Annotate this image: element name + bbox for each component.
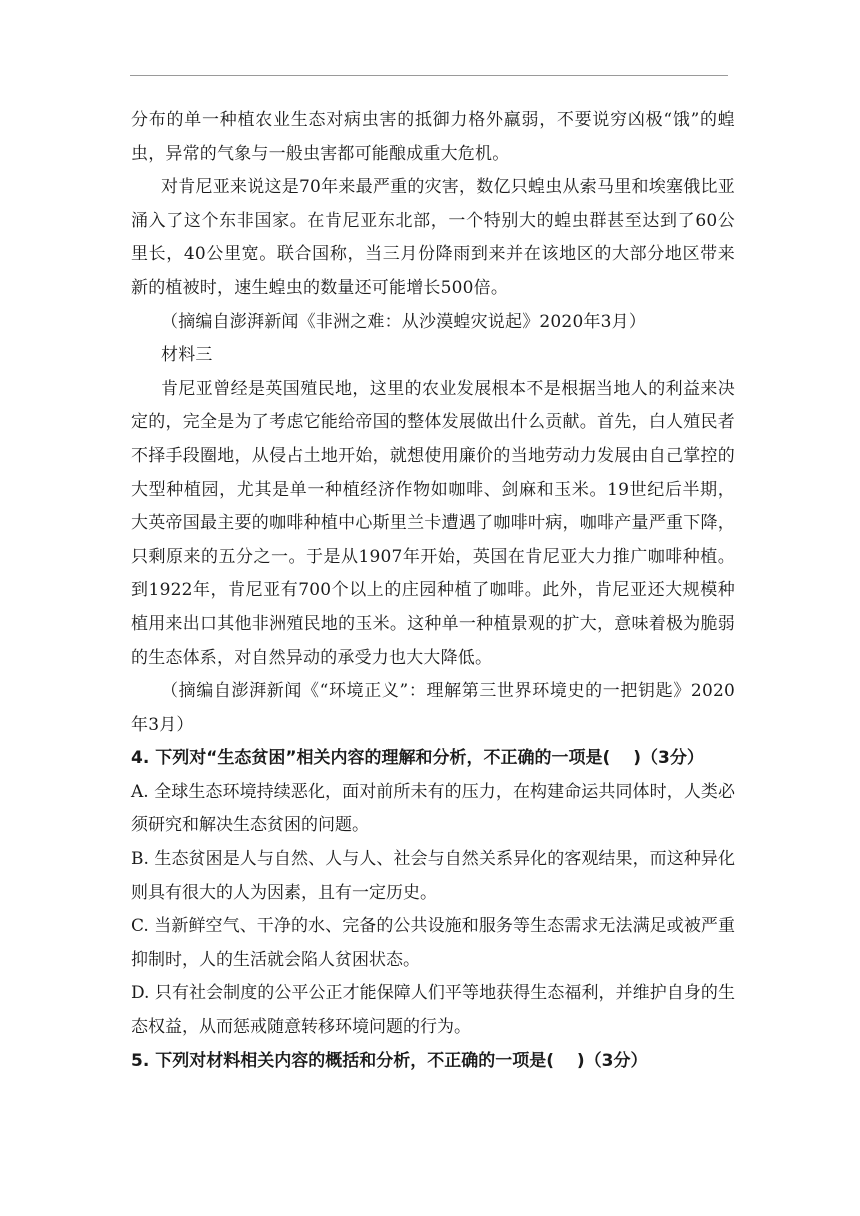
question-5-stem: 5. 下列对材料相关内容的概括和分析，不正确的一项是( )（3分） (131, 1050, 648, 1071)
question-4-option-d: D. 只有社会制度的公平公正才能保障人们平等地获得生态福利，并维护自身的生态权益，从而惩戒随意转移环境问题的行为。 (131, 983, 735, 1038)
question-4-option-a: A. 全球生态环境持续恶化，面对前所未有的压力，在构建命运共同体时，人类必须研究和解决生态贫困的问题。 (131, 781, 735, 836)
question-4-stem: 4. 下列对“生态贫困”相关内容的理解和分析，不正确的一项是( )（3分） (131, 748, 704, 769)
paragraph-continuation: 分布的单一种植农业生态对病虫害的抵御力格外羸弱，不要说穷凶极“饿”的蝗虫，异常的气象与一般虫害都可能酿成重大危机。 (131, 110, 735, 164)
document-body (131, 104, 735, 1078)
paragraph-colonial-agriculture: 肯尼亚曾经是英国殖民地，这里的农业发展根本不是根据当地人的利益来决定的，完全是为了考虑它能给帝国的整体发展做出什么贡献。首先，白人殖民者不择手段圈地，从侵占土地开始，就想使用廉价的当地劳动力发展由自己掌控的大型种植园，尤其是单一种植经济作物如咖啡、剑麻和玉米。19世纪后半期，大英帝国最主要的咖啡种植中心斯里兰卡遭遇了咖啡叶病，咖啡产量严重下降，只剩原来的五分之一。于是从1907年开始，英国在肯尼亚大力推广咖啡种植。到1922年，肯尼亚有700个以上的庄园种植了咖啡。此外，肯尼亚还大规模种植用来出口其他非洲殖民地的玉米。这种单一种植景观的扩大，意味着极为脆弱的生态体系，对自然异动的承受力也大大降低。 (131, 378, 735, 668)
question-4-option-c: C. 当新鲜空气、干净的水、完备的公共设施和服务等生态需求无法满足或被严重抑制时，人的生活就会陷人贫困状态。 (131, 916, 735, 970)
paragraph-kenya-disaster: 对肯尼亚来说这是70年来最严重的灾害，数亿只蝗虫从索马里和埃塞俄比亚涌入了这个东非国家。在肯尼亚东北部，一个特别大的蝗虫群甚至达到了60公里长，40公里宽。联合国称，当三月份降雨到来并在该地区的大部分地区带来新的植被时，速生蝗虫的数量还可能增长500倍。 (131, 177, 735, 298)
source-citation-2: （摘编自澎湃新闻《“环境正义”：理解第三世界环境史的一把钥匙》2020年3月） (131, 681, 735, 735)
source-citation-1: （摘编自澎湃新闻《非洲之难：从沙漠蝗灾说起》2020年3月） (161, 311, 647, 332)
material-three-heading: 材料三 (161, 345, 213, 366)
header-divider (130, 75, 728, 76)
question-4-option-b: B. 生态贫困是人与自然、人与人、社会与自然关系异化的客观结果，而这种异化则具有很大的人为因素，且有一定历史。 (131, 849, 735, 903)
